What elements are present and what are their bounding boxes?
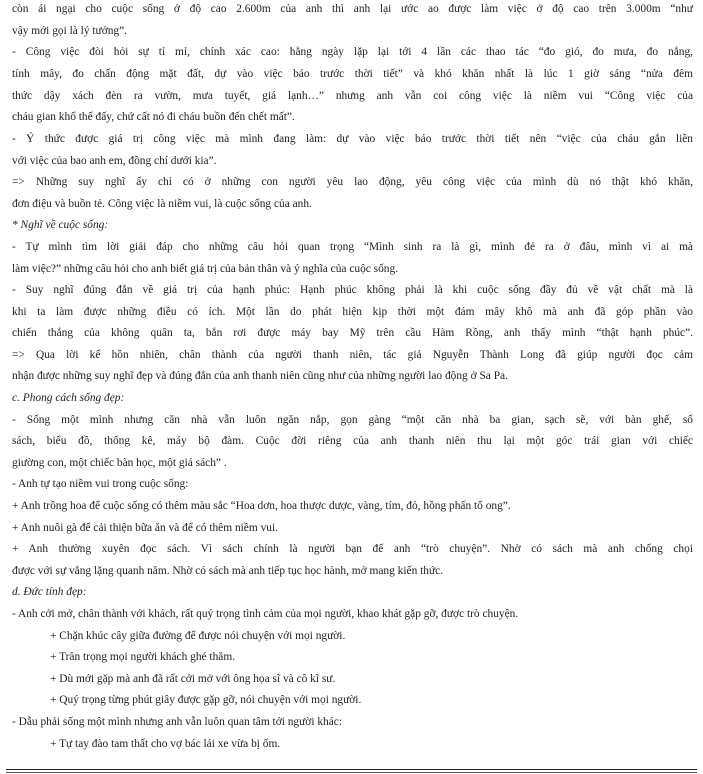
paragraph-line: + Anh nuôi gà để cải thiện bữa ăn và để có thêm niềm vui. (12, 522, 278, 534)
paragraph-line: khi ta làm được những điều có ích. Một lần do phát hiện kịp thời một đám mây khô mà anh đã góp phần vào (12, 306, 693, 318)
paragraph-line: giường con, một chiếc bàn học, một giá sách” . (12, 457, 227, 469)
paragraph-line: làm việc?” những câu hỏi cho anh biết giá trị của bản thân và ý nghĩa của cuộc sống. (12, 263, 399, 275)
page-bottom-rule (6, 769, 697, 770)
paragraph-line: + Anh trồng hoa để cuộc sống có thêm màu sắc “Hoa dơn, hoa thược dược, vàng, tím, đỏ, hồng phấn tổ ong”. (12, 500, 511, 512)
paragraph-line: sách, biểu đồ, thống kê, máy bộ đàm. Cuộc đời riêng của anh thanh niên thu lại một góc trái gian với chiếc (12, 435, 693, 447)
paragraph-line: đơn điệu và buồn tẻ. Công việc là niềm vui, là cuộc sống của anh. (12, 198, 312, 210)
list-item: + Quý trọng từng phút giây được gặp gỡ, nói chuyện với mọi người. (50, 694, 362, 706)
paragraph-line: được với sự vắng lặng quanh năm. Nhờ có sách mà anh tiếp tục học hành, mở mang kiến thức. (12, 565, 444, 577)
section-heading: d. Đức tính đẹp: (12, 586, 87, 598)
paragraph-line: vậy mới gọi là lý tưởng”. (12, 25, 128, 37)
list-item: + Tự tay đào tam thất cho vợ bác lái xe vừa bị ốm. (50, 738, 281, 750)
section-heading: * Nghĩ về cuộc sống: (12, 219, 109, 231)
paragraph-line: chiến thắng của không quân ta, bắn rơi được máy bay Mỹ trên cầu Hàm Rồng, anh thấy mình “thật hạnh phúc”. (12, 327, 693, 339)
paragraph-line: còn ái ngại cho cuộc sống ở độ cao 2.600m của anh thì anh lại ước ao được làm việc ở độ cao trên 3.000m “như (12, 3, 693, 15)
paragraph-line: + Anh thường xuyên đọc sách. Vì sách chính là người bạn để anh “trò chuyện”. Nhờ có sách mà anh chống chọi (12, 543, 693, 555)
paragraph-line: - Suy nghĩ đúng đắn về giá trị của hạnh phúc: Hạnh phúc không phải là khi cuộc sống đầy đủ về vật chất mà là (12, 284, 693, 296)
paragraph-line: - Dẫu phải sống một mình nhưng anh vẫn luôn quan tâm tới người khác: (12, 716, 342, 728)
list-item: + Chặn khúc cây giữa đường để được nói chuyện với mọi người. (50, 630, 346, 642)
paragraph-line: - Công việc đòi hỏi sự tỉ mỉ, chính xác cao: hằng ngày lặp lại tới 4 lần các thao tác “đo gió, đo mưa, đo nắng, (12, 46, 693, 58)
paragraph-line: cháu gian khổ thế đấy, chứ cất nó đi cháu buồn đến chết mất”. (12, 111, 295, 123)
section-heading: c. Phong cách sống đẹp: (12, 392, 125, 404)
paragraph-line: thức dậy xách đèn ra vườn, mưa tuyết, giá lạnh…” nhưng anh vẫn coi công việc là niềm vui “Công việc của (12, 90, 693, 102)
paragraph-line: nhận được những suy nghĩ đẹp và đúng đắn của anh thanh niên cũng như của những người lao động ở Sa Pa. (12, 370, 508, 382)
list-item: + Trân trọng mọi người khách ghé thăm. (50, 651, 236, 663)
paragraph-line: - Anh cởi mở, chân thành với khách, rất quý trọng tình cảm của mọi người, khao khát gặp gỡ, được trò chuyện. (12, 608, 519, 620)
list-item: + Dù mới gặp mà anh đã rất cởi mở với ông họa sĩ và cô kĩ sư. (50, 673, 336, 685)
paragraph-line: tính mây, đo chấn động mặt đất, dự vào việc báo trước thời tiết” và khó khăn nhất là lúc 1 giờ sáng “nửa đêm (12, 68, 693, 80)
paragraph-line: => Những suy nghĩ ấy chỉ có ở những con người yêu lao động, yêu công việc của mình dù nó thật khó khăn, (12, 176, 693, 188)
paragraph-line: - Sống một mình nhưng căn nhà vẫn luôn ngăn nắp, gọn gàng “một căn nhà ba gian, sạch sẽ, với bàn ghế, sổ (12, 414, 693, 426)
page-bottom-rule (6, 772, 697, 773)
paragraph-line: => Qua lời kể hồn nhiên, chân thành của người thanh niên, tác giả Nguyễn Thành Long đã giúp người đọc cảm (12, 349, 693, 361)
paragraph-line: với việc của bao anh em, đồng chí dưới kia”. (12, 155, 217, 167)
paragraph-line: - Tự mình tìm lời giải đáp cho những câu hỏi quan trọng “Mình sinh ra là gì, mình đẻ ra ở đâu, mình vì ai mà (12, 241, 693, 253)
paragraph-line: - Anh tự tạo niềm vui trong cuộc sống: (12, 478, 189, 490)
paragraph-line: - Ý thức được giá trị công việc mà mình đang làm: dự vào việc báo trước thời tiết nên “việc của cháu gắn liền (12, 133, 693, 145)
